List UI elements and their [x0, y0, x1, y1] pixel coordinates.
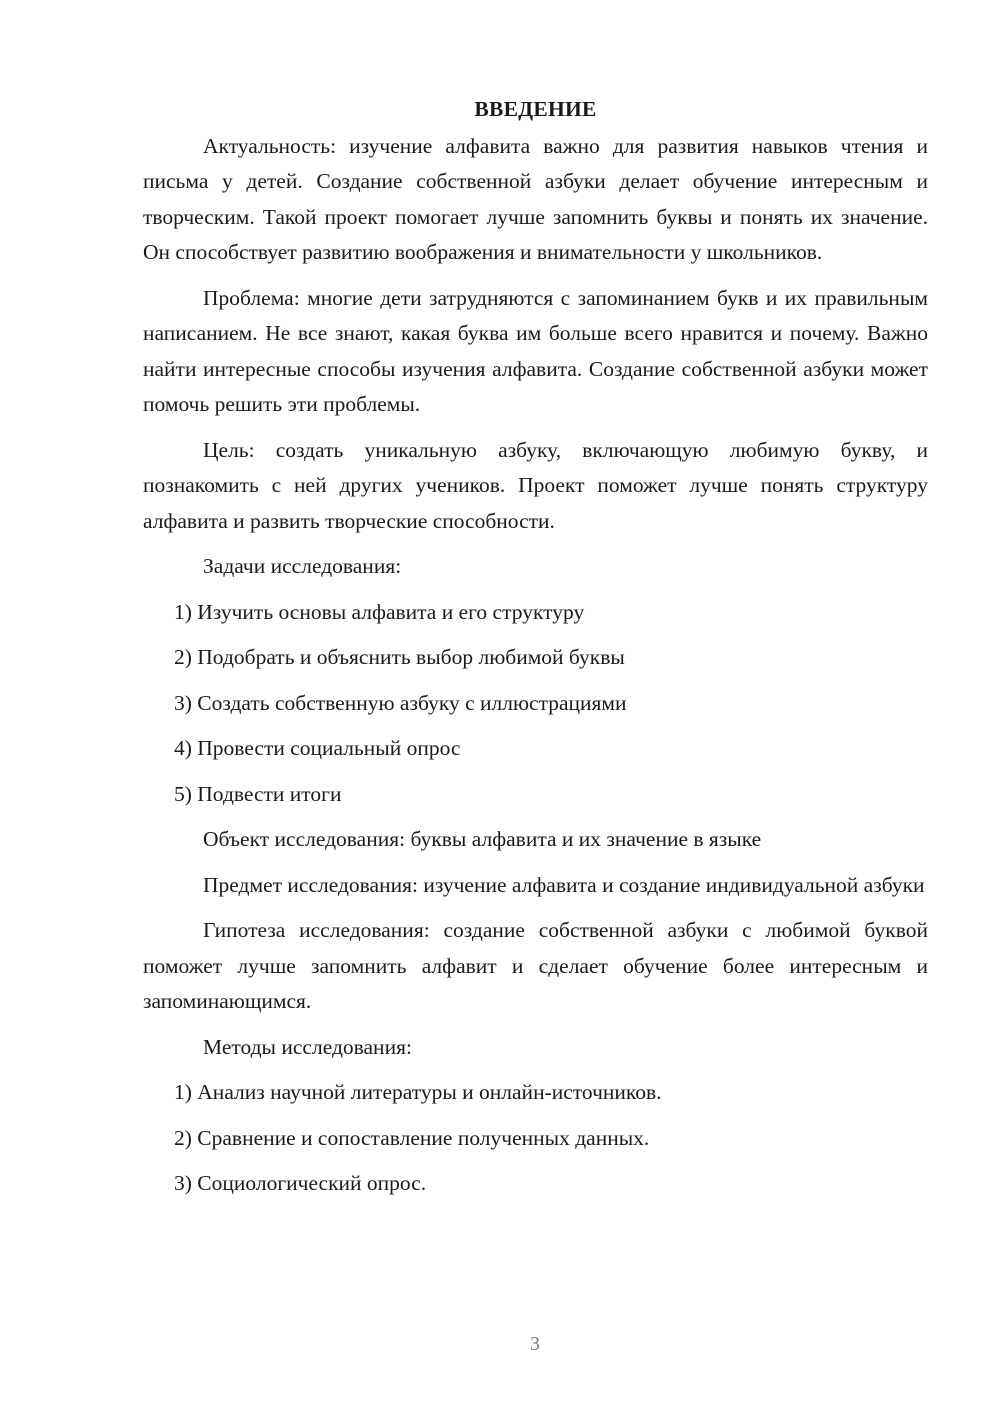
list-item: 3) Создать собственную азбуку с иллюстрациями	[174, 690, 627, 715]
tasks-title: Задачи исследования:	[203, 554, 402, 578]
tasks-list	[143, 595, 928, 813]
list-item: 2) Подобрать и объяснить выбор любимой буквы	[174, 645, 625, 669]
list-item: 2) Сравнение и сопоставление полученных данных.	[174, 1125, 650, 1150]
list-item: 3) Социологический опрос.	[174, 1171, 427, 1195]
subject-paragraph: Предмет исследования: изучение алфавита и создание индивидуальной азбуки	[203, 872, 925, 897]
page-number: 3	[530, 1333, 540, 1355]
hypothesis-paragraph: Гипотеза исследования: создание собственной азбуки с любимой буквой поможет лучше запомнить алфавит и сделает обучение более интересным и запоминающимся.	[143, 918, 928, 1013]
section-heading: ВВЕДЕНИЕ	[474, 97, 597, 121]
list-item: 1) Анализ научной литературы и онлайн-источников.	[174, 1080, 662, 1104]
object-paragraph: Объект исследования: буквы алфавита и их значение в языке	[203, 827, 762, 851]
methods-title: Методы исследования:	[203, 1034, 412, 1059]
list-item: 5) Подвести итоги	[174, 781, 342, 806]
relevance-paragraph: Актуальность: изучение алфавита важно для развития навыков чтения и письма у детей. Создание собственной азбуки делает обучение интересным и творческим. Такой проект помогает лучше запомнить буквы и понять их значение. Он способствует развитию воображения и внимательности у школьников.	[143, 133, 928, 264]
list-item: 1) Изучить основы алфавита и его структуру	[174, 599, 585, 624]
document-page	[143, 92, 928, 1212]
problem-paragraph: Проблема: многие дети затрудняются с запоминанием букв и их правильным написанием. Не все знают, какая буква им больше всего нравится и почему. Важно найти интересные способы изучения алфавита. Создание собственной азбуки может помочь решить эти проблемы.	[143, 285, 928, 416]
goal-paragraph: Цель: создать уникальную азбуку, включающую любимую букву, и познакомить с ней других учеников. Проект поможет лучше понять структуру алфавита и развить творческие способности.	[143, 437, 928, 533]
methods-list	[143, 1075, 928, 1202]
list-item: 4) Провести социальный опрос	[174, 736, 461, 760]
